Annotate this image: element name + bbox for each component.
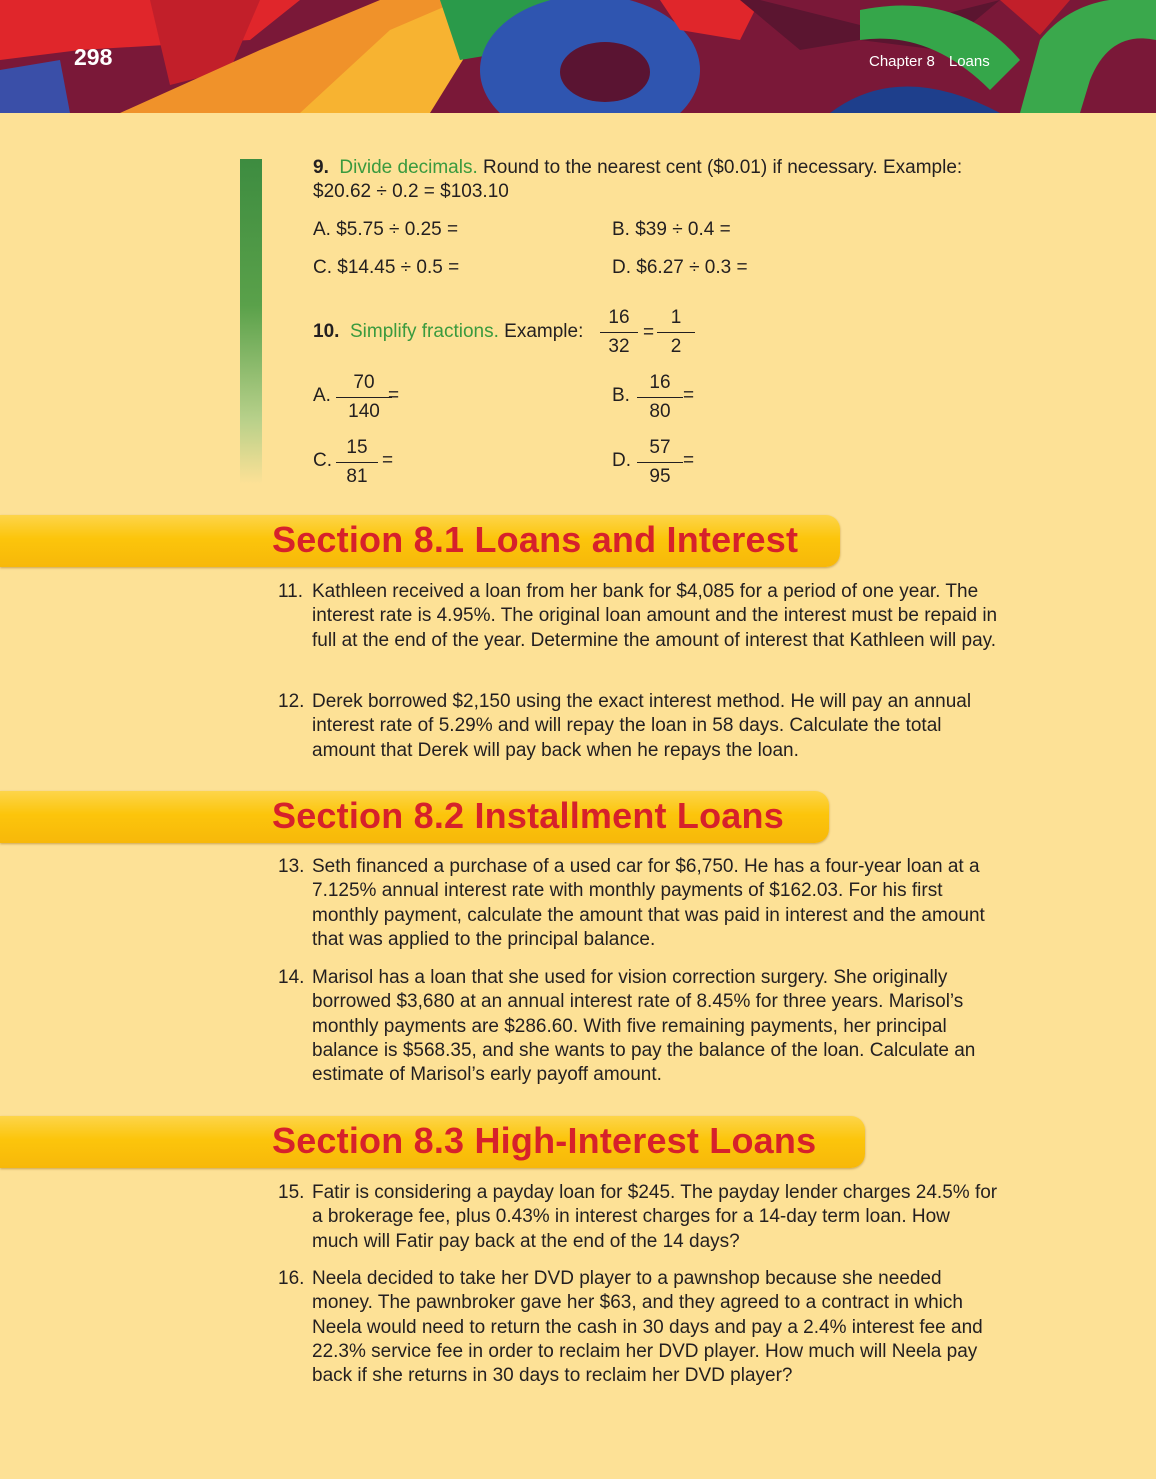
chapter-banner	[0, 0, 1156, 113]
problem-13	[278, 855, 998, 952]
problem-13-number: 13.	[278, 856, 305, 877]
page-number: 298	[74, 44, 113, 70]
problem-15	[278, 1181, 998, 1254]
problem-12	[278, 690, 998, 763]
review-accent-bar	[240, 159, 262, 484]
problem-10d-fraction: $\frac{57}{95}$	[637, 437, 683, 488]
problem-11	[278, 580, 998, 653]
problem-10a-label: A.	[313, 385, 331, 406]
problem-10d-label: D.	[612, 450, 631, 471]
problem-10c-equals: =	[382, 450, 394, 471]
running-head	[869, 53, 990, 70]
problem-9d: D. $6.27 ÷ 0.3 =	[612, 257, 748, 278]
problem-10b-equals: =	[683, 385, 695, 406]
problem-10d-equals: =	[683, 450, 695, 471]
problem-10	[313, 320, 583, 344]
problem-12-number: 12.	[278, 691, 305, 712]
problem-9b: B. $39 ÷ 0.4 =	[612, 219, 731, 240]
example-fraction-2: $\frac{1}{2}$	[657, 307, 695, 358]
problem-14	[278, 966, 998, 1087]
problem-11-text: Kathleen received a loan from her bank for $4,085 for a period of one year. The interest rate is 4.95%. The original loan amount and the interest must be repaid in full at the end of the year. Determine the amount of interest that Kathleen will pay.	[312, 581, 998, 651]
problem-10-title: Simplify fractions.	[349, 321, 499, 342]
problem-10c-fraction: $\frac{15}{81}$	[336, 437, 378, 488]
problem-16	[278, 1267, 998, 1388]
problem-16-text: Neela decided to take her DVD player to a pawnshop because she needed money. The pawnbroker gave her $63, and they agreed to a contract in which Neela would need to return the cash in 30 days and pay a 2.4% interest fee and 22.3% service fee in order to reclaim her DVD player. How much will Neela pay back if she returns in 30 days to reclaim her DVD player?	[312, 1268, 983, 1387]
problem-9c: C. $14.45 ÷ 0.5 =	[313, 257, 460, 278]
section-8-1-title: Section 8.1 Loans and Interest	[272, 519, 799, 560]
example-fraction-1: $\frac{16}{32}$	[600, 307, 638, 358]
section-8-3-title: Section 8.3 High-Interest Loans	[272, 1120, 817, 1161]
problem-9-text: Round to the nearest cent ($0.01) if necessary. Example: $20.62 ÷ 0.2 = $103.10	[313, 157, 963, 202]
problem-16-number: 16.	[278, 1268, 305, 1289]
problem-10-example-label: Example:	[504, 321, 584, 342]
problem-9-title: Divide decimals.	[339, 157, 478, 178]
chapter-number: Chapter 8	[869, 53, 935, 70]
problem-10b-fraction: $\frac{16}{80}$	[637, 372, 683, 423]
example-equals: =	[643, 322, 655, 343]
problem-9-number: 9.	[313, 157, 329, 178]
problem-15-number: 15.	[278, 1182, 305, 1203]
problem-15-text: Fatir is considering a payday loan for $245. The payday lender charges 24.5% for a brokerage fee, plus 0.43% in interest charges for a 14-day term loan. How much will Fatir pay back at the end of the 14 days?	[312, 1182, 998, 1252]
problem-9	[313, 156, 993, 204]
problem-14-number: 14.	[278, 967, 305, 988]
chapter-title: Loans	[948, 53, 990, 70]
problem-12-text: Derek borrowed $2,150 using the exact interest method. He will pay an annual interest rate of 5.29% and will repay the loan in 58 days. Calculate the total amount that Derek will pay back when he repays the loan.	[312, 691, 972, 761]
problem-14-text: Marisol has a loan that she used for vision correction surgery. She originally borrowed $3,680 at an annual interest rate of 8.45% for three years. Marisol’s monthly payments are $286.60. With five remaining payments, her principal balance is $568.35, and she wants to pay the balance of the loan. Calculate an estimate of Marisol’s early payoff amount.	[312, 967, 976, 1086]
problem-9a: A. $5.75 ÷ 0.25 =	[313, 219, 459, 240]
problem-10c-label: C.	[313, 450, 332, 471]
section-8-2-title: Section 8.2 Installment Loans	[272, 795, 784, 836]
problem-10b-label: B.	[612, 385, 630, 406]
problem-10-number: 10.	[313, 321, 340, 342]
problem-10a-equals: =	[388, 385, 400, 406]
problem-11-number: 11.	[278, 581, 304, 602]
problem-13-text: Seth financed a purchase of a used car for $6,750. He has a four-year loan at a 7.125% annual interest rate with monthly payments of $162.03. For his first monthly payment, calculate the amount that was paid in interest and the amount that was applied to the principal balance.	[312, 856, 985, 950]
problem-10a-fraction: $\frac{70}{140}$	[336, 372, 392, 423]
